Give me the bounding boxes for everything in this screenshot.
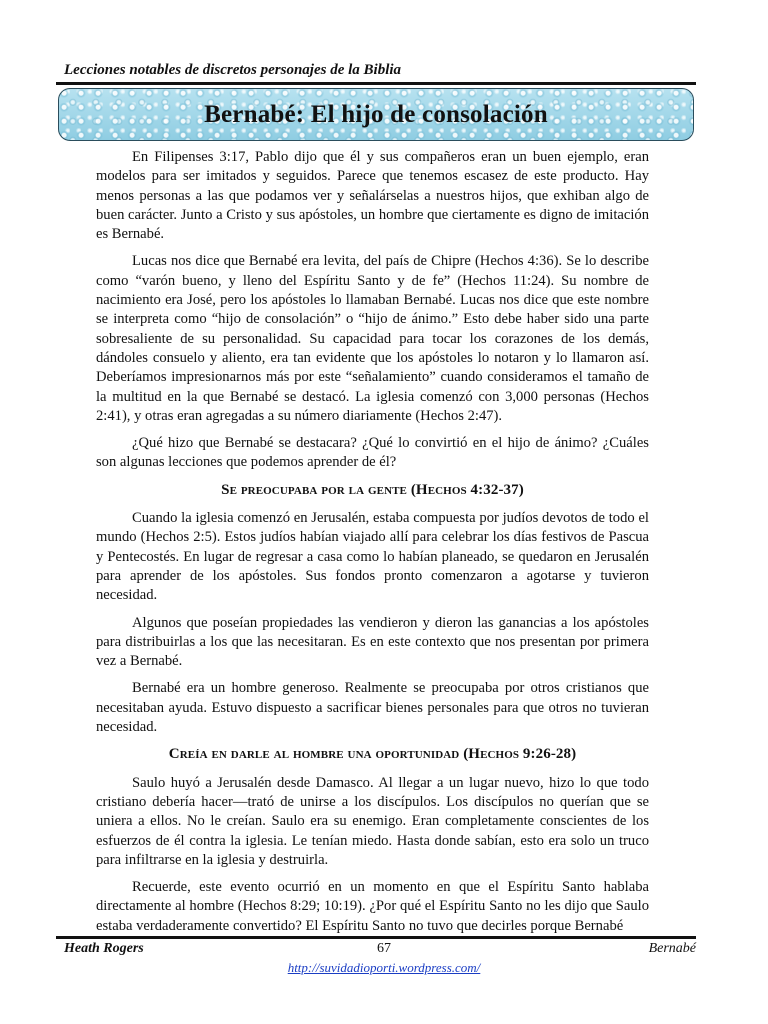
- running-header: Lecciones notables de discretos personajes de la Biblia: [64, 62, 402, 78]
- footer-author: Heath Rogers: [64, 941, 144, 956]
- paragraph: Lucas nos dice que Bernabé era levita, del país de Chipre (Hechos 4:36). Se lo describe como “varón bueno, y lleno del Espíritu Santo y de fe” (Hechos 11:24). Su nombre de nacimiento era José, pero los apóstoles lo llamaban Bernabé. Lucas nos dice que este nombre se interpreta como “hijo de consolación” o “hijo de ánimo.” Esto debe haber sido una parte sobresaliente de su personalidad. Su capacidad para tocar los corazones de los demás, dándoles consuelo y aliento, era tan evidente que los apóstoles lo notaron y lo llamaron así. Deberíamos impresionarnos más por este “señalamiento” cuando consideramos el tamaño de la multitud en la que Bernabé se destacó. La iglesia comenzó con 3,000 personas (Hechos 2:41), y otras eran agregadas a su número diariamente (Hechos 2:47).: [96, 253, 649, 424]
- paragraph: Cuando la iglesia comenzó en Jerusalén, estaba compuesta por judíos devotos de todo el mundo (Hechos 2:5). Estos judíos habían viajado allí para celebrar los días festivos de Pascua y Pentecostés. En lugar de regresar a casa como lo habían planeado, se quedaron en Jerusalén para aprender de los apóstoles. Sus fondos pronto comenzaron a agotarse y tuvieron necesidad.: [96, 510, 649, 604]
- section-heading: Creía en darle al hombre una oportunidad (Hechos 9:26-28): [168, 746, 577, 763]
- paragraph: ¿Qué hizo que Bernabé se destacara? ¿Qué lo convirtió en el hijo de ánimo? ¿Cuáles son algunas lecciones que podemos aprender de él?: [96, 435, 649, 471]
- body-text: [96, 148, 649, 944]
- paragraph: Saulo huyó a Jerusalén desde Damasco. Al llegar a un lugar nuevo, hizo lo que todo cristiano debería hacer—trató de unirse a los discípulos. Los discípulos no querían que se uniera a ellos. No le creían. Saulo era su enemigo. Eran completamente conscientes de los esfuerzos de él contra la iglesia. Le tenían miedo. Hasta donde sabían, esto era solo un truco para infiltrarse en la iglesia y destruirla.: [96, 774, 649, 868]
- paragraph: Recuerde, este evento ocurrió en un momento en que el Espíritu Santo hablaba directamente al hombre (Hechos 8:29; 10:19). ¿Por qué el Espíritu Santo no les dijo que Saulo estaba verdaderamente convertido? El Espíritu Santo no tuvo que decirles porque Bernabé: [96, 879, 649, 934]
- page-title: Bernabé: El hijo de consolación: [204, 100, 548, 128]
- page-number: 67: [377, 941, 391, 956]
- paragraph: En Filipenses 3:17, Pablo dijo que él y sus compañeros eran un buen ejemplo, eran modelos para ser imitados y seguidos. Parece que tenemos escasez de este producto. Hay menos personas a las que podamos ver y señalárselas a nuestros hijos, que exhiban algo de buen carácter. Junto a Cristo y sus apóstoles, un hombre que ciertamente es digno de imitación es Bernabé.: [96, 149, 649, 243]
- title-banner: [58, 88, 694, 141]
- section-heading: Se preocupaba por la gente (Hechos 4:32-37): [221, 481, 524, 498]
- paragraph: Bernabé era un hombre generoso. Realmente se preocupaba por otros cristianos que necesitaban ayuda. Estuvo dispuesto a sacrificar bienes personales para que otros no tuvieran necesidad.: [96, 680, 649, 736]
- paragraph: Algunos que poseían propiedades las vendieron y dieron las ganancias a los apóstoles para distribuirlas a los que las necesitaran. Es en este contexto que nos presentan por primera vez a Bernabé.: [96, 614, 649, 670]
- footer-url-link[interactable]: http://suvidadioporti.wordpress.com/: [287, 960, 481, 975]
- footer-section: Bernabé: [648, 941, 696, 956]
- footer-rule: [56, 936, 696, 939]
- header-rule: [56, 82, 696, 85]
